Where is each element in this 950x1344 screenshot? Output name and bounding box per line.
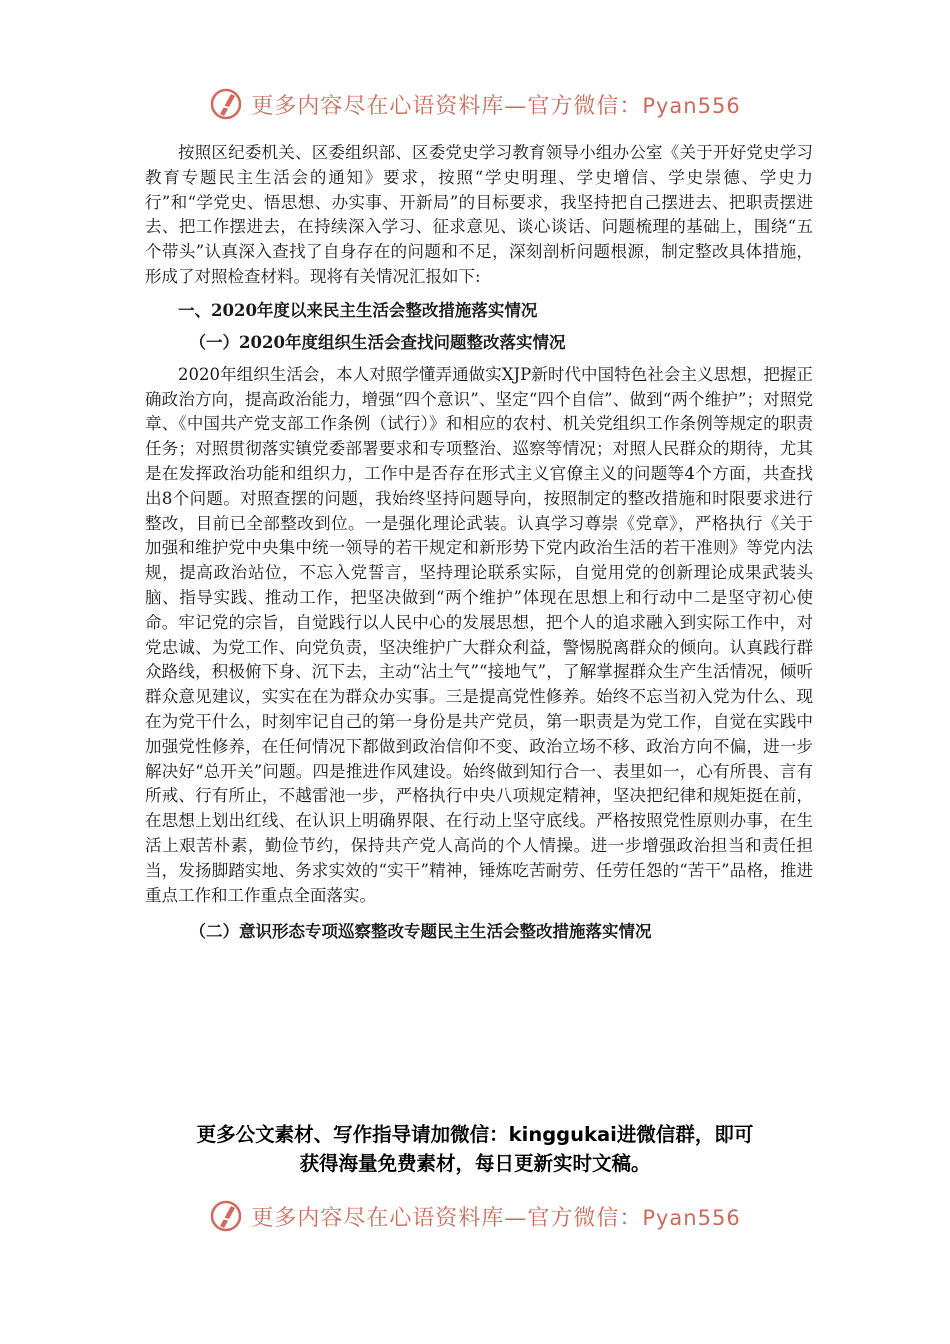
watermark-text xyxy=(251,1201,740,1232)
pen-circle-logo-icon xyxy=(209,1199,243,1233)
section-heading: 一、2020年度以来民主生活会整改措施落实情况 xyxy=(178,300,538,320)
watermark-wechat-id: Pyan556 xyxy=(642,1205,741,1230)
watermark-label: 更多内容尽在心语资料库—官方微信： xyxy=(251,1205,643,1231)
watermark-label: 更多内容尽在心语资料库—官方微信： xyxy=(251,93,643,119)
document-body xyxy=(145,141,813,952)
watermark-wechat-id: Pyan556 xyxy=(642,93,741,118)
body-paragraph: 2020年组织生活会，本人对照学懂弄通做实XJP新时代中国特色社会主义思想，把握正确政治方向，提高政治能力，增强“四个意识”、坚定“四个自信”、做到“两个维护”；对照党章、《中国共产党支部工作条例（试行）》和相应的农村、机关党组织工作条例等规定的职责任务；对照贯彻落实镇党委部署要求和专项整治、巡察等情况；对照人民群众的期待，尤其是在发挥政治功能和组织力，工作中是否存在形式主义官僚主义的问题等4个方面，共查找出8个问题。对照查摆的问题，我始终坚持问题导向，按照制定的整改措施和时限要求进行整改，目前已全部整改到位。一是强化理论武装。认真学习尊崇《党章》，严格执行《关于加强和维护党中央集中统一领导的若干规定和新形势下党内政治生活的若干准则》等党内法规，提高政治站位，不忘入党誓言，坚持理论联系实际，自觉用党的创新理论成果武装头脑、指导实践、推动工作，把坚决做到“两个维护”体现在思想上和行动中二是坚守初心使命。牢记党的宗旨，自觉践行以人民中心的发展思想，把个人的追求融入到实际工作中，对党忠诚、为党工作、向党负责，坚决维护广大群众利益，警惕脱离群众的倾向。认真践行群众路线，积极俯下身、沉下去，主动“沾土气”“接地气”，了解掌握群众生产生活情况，倾听群众意见建议，实实在在为群众办实事。三是提高党性修养。始终不忘当初入党为什么、现在为党干什么，时刻牢记自己的第一身份是共产党员，第一职责是为党工作，自觉在实践中加强党性修养，在任何情况下都做到政治信仰不变、政治立场不移、政治方向不偏，进一步解决好“总开关”问题。四是推进作风建设。始终做到知行合一、表里如一，心有所畏、言有所戒、行有所止，不越雷池一步，严格执行中央八项规定精神，坚决把纪律和规矩挺在前，在思想上划出红线、在认识上明确界限、在行动上坚守底线。严格按照党性原则办事，在生活上艰苦朴素，勤俭节约，保持共产党人高尚的个人情操。进一步增强政治担当和责任担当，发扬脚踏实地、务求实效的“实干”精神，锤炼吃苦耐劳、任劳任怨的“苦干”品格，推进重点工作和工作重点全面落实。 xyxy=(145,364,813,905)
intro-paragraph: 按照区纪委机关、区委组织部、区委党史学习教育领导小组办公室《关于开好党史学习教育专题民主生活会的通知》要求，按照“学史明理、学史增信、学史崇德、学史力行”和“学党史、悟思想、办实事、开新局”的目标要求，我坚持把自己摆进去、把职责摆进去、把工作摆进去，在持续深入学习、征求意见、谈心谈话、问题梳理的基础上，围绕“五个带头”认真深入查找了自身存在的问题和不足，深刻剖析问题根源，制定整改具体措施，形成了对照检查材料。现将有关情况汇报如下: xyxy=(145,143,813,286)
promo-line-2: 获得海量免费素材，每日更新实时文稿。 xyxy=(299,1152,651,1175)
pen-circle-logo-icon xyxy=(209,87,243,121)
promo-line-1: 更多公文素材、写作指导请加微信：kinggukai进微信群，即可 xyxy=(196,1123,754,1146)
subsection-heading-2: （二）意识形态专项巡察整改专题民主生活会整改措施落实情况 xyxy=(189,922,652,942)
subsection-heading: （一）2020年度组织生活会查找问题整改落实情况 xyxy=(189,332,566,352)
watermark-text xyxy=(251,89,740,120)
header-watermark xyxy=(0,84,950,124)
promo-banner xyxy=(120,1120,830,1178)
footer-watermark xyxy=(0,1196,950,1236)
